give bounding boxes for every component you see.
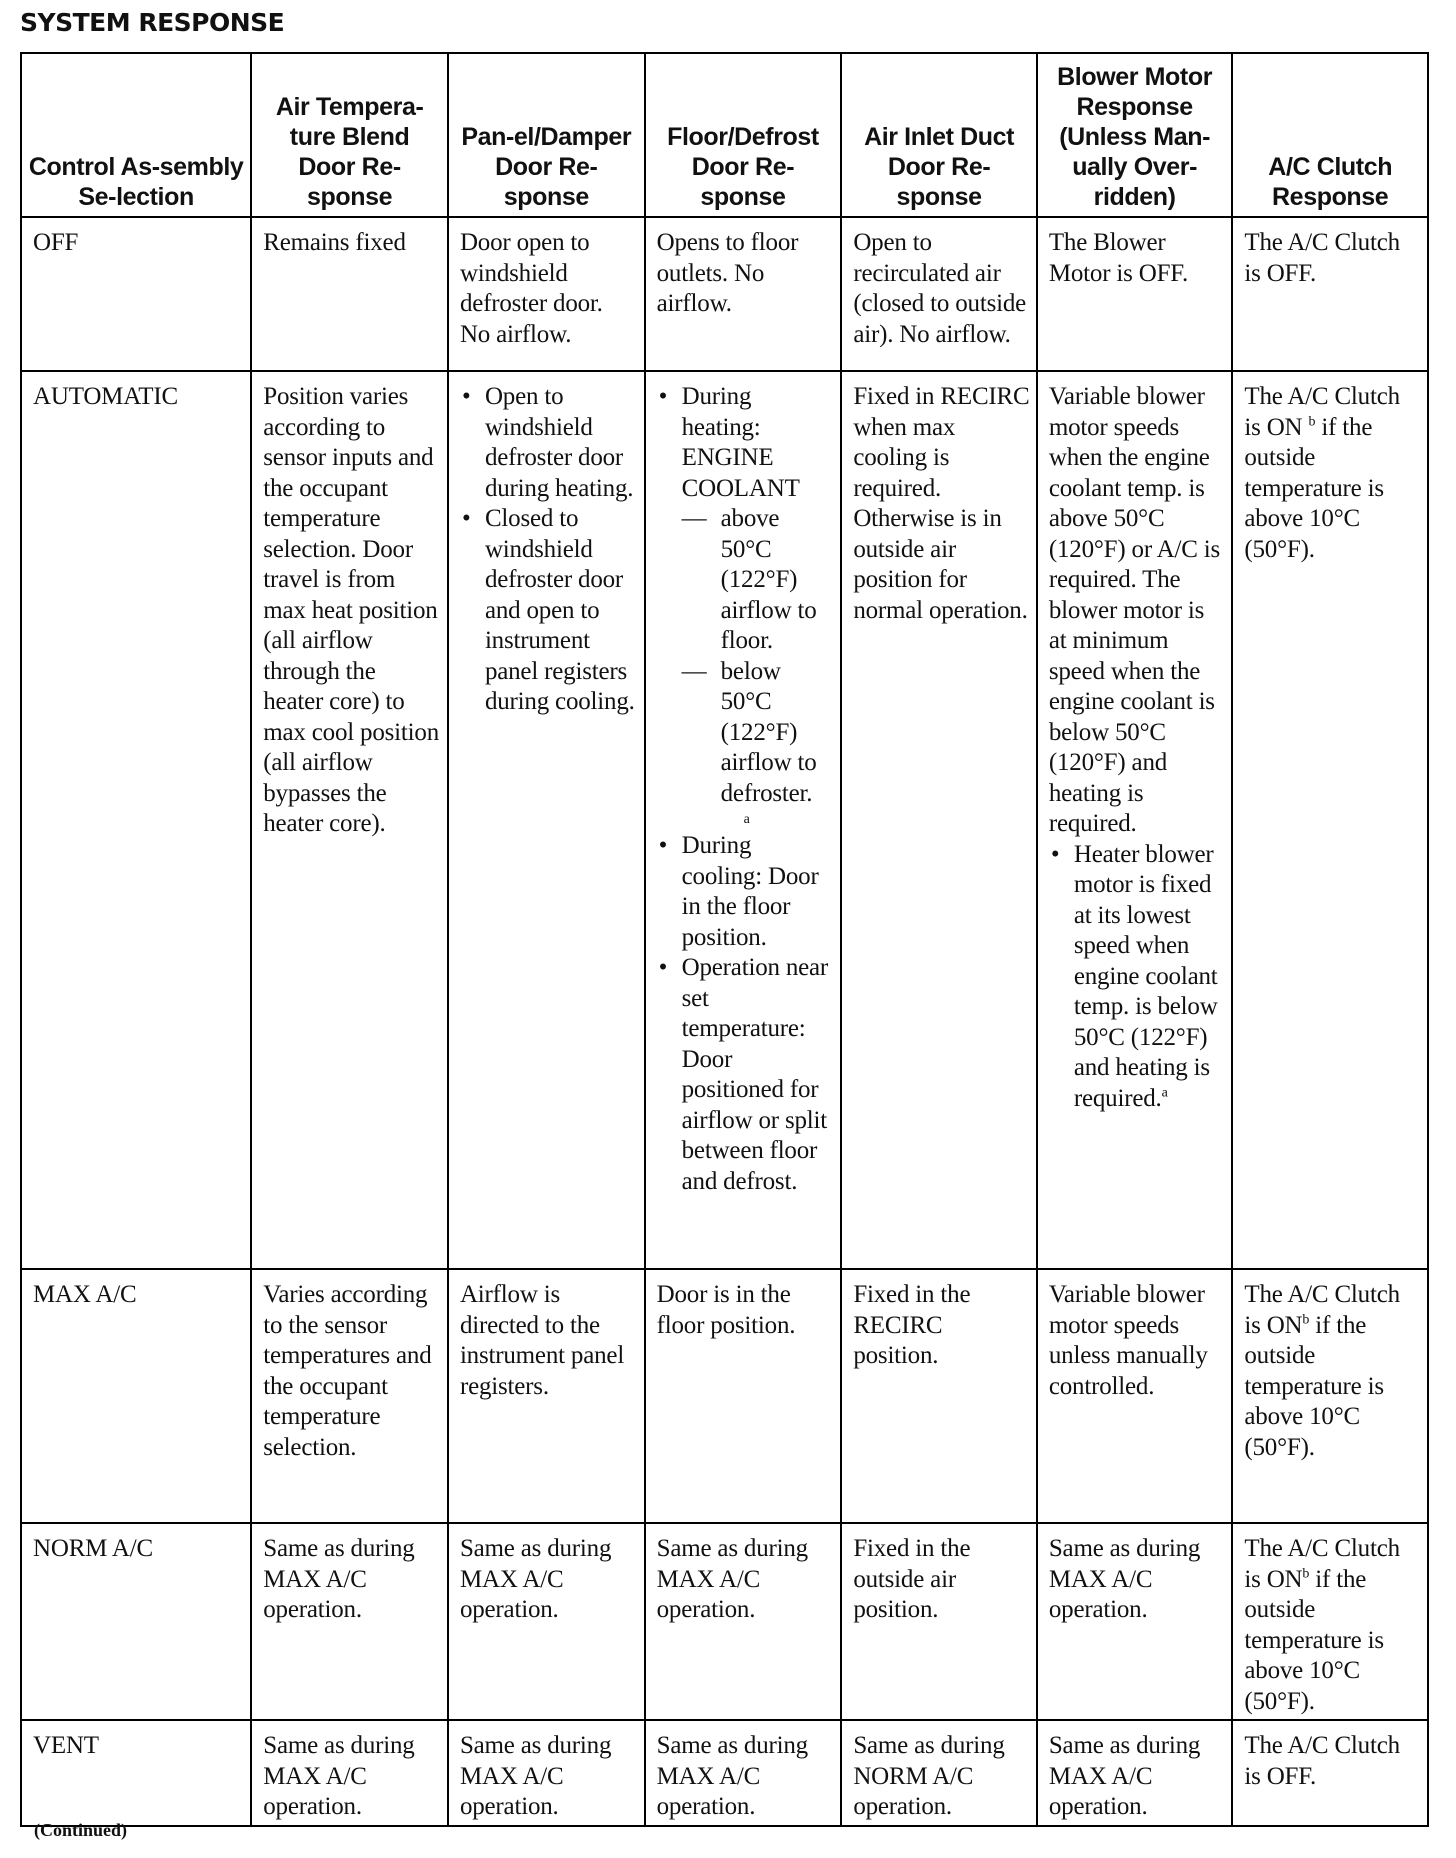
inlet-cell: Open to recirculated air (closed to outside air). No airflow. xyxy=(841,217,1037,371)
list-item: • Operation near set temperature: Door positioned for airflow or split between floor and defrost. xyxy=(657,953,835,1197)
floor-cell: Door is in the floor position. xyxy=(645,1269,842,1523)
blower-bullet-text: Heater blower motor is fixed at its lowest speed when engine coolant temp. is below 50°C (122°F) and heating is required. xyxy=(1073,840,1218,1112)
floor-bullet-list xyxy=(657,382,835,1197)
inlet-cell: Fixed in the outside air position. xyxy=(841,1523,1037,1720)
list-item: — below 50°C (122°F) airflow to defroster. xyxy=(682,657,835,810)
floor-cell xyxy=(645,371,842,1269)
blower-bullet-list xyxy=(1049,840,1226,1115)
clutch-text: if the outside temperature is above 10°C (50°F). xyxy=(1244,413,1384,563)
system-response-table xyxy=(20,52,1429,1827)
footnote-marker: a xyxy=(1161,1085,1168,1101)
continued-note: (Continued) xyxy=(34,1820,128,1840)
clutch-text: The A/C Clutch is ON xyxy=(1244,383,1400,441)
header-blend-door: Air Tempera-ture Blend Door Re-sponse xyxy=(251,53,448,217)
clutch-text: if the outside temperature is above 10°C (50°F). xyxy=(1244,1565,1384,1715)
blend-cell: Same as during MAX A/C operation. xyxy=(251,1523,448,1720)
table-row-norm-ac xyxy=(21,1523,1428,1720)
blower-cell xyxy=(1037,371,1233,1269)
inlet-cell: Same as during NORM A/C operation. xyxy=(841,1720,1037,1826)
panel-bullet-list xyxy=(460,382,638,718)
selection-cell: OFF xyxy=(21,217,251,371)
clutch-cell xyxy=(1232,371,1428,1269)
header-air-inlet-door: Air Inlet Duct Door Re-sponse xyxy=(841,53,1037,217)
selection-cell: VENT xyxy=(21,1720,251,1826)
blower-cell: Same as during MAX A/C operation. xyxy=(1037,1720,1233,1826)
footnote-marker: a xyxy=(743,812,750,827)
clutch-cell: The A/C Clutch is OFF. xyxy=(1232,1720,1428,1826)
panel-cell: Door open to windshield defroster door. No airflow. xyxy=(448,217,645,371)
floor-dash-list xyxy=(682,504,835,809)
panel-cell: Same as during MAX A/C operation. xyxy=(448,1720,645,1826)
floor-heating-text: • During heating: ENGINE COOLANT xyxy=(681,383,800,502)
clutch-text: if the outside temperature is above 10°C (50°F). xyxy=(1244,1311,1384,1461)
footnote-marker: b xyxy=(1302,1312,1310,1328)
blend-cell: Same as during MAX A/C operation. xyxy=(251,1720,448,1826)
clutch-cell: The A/C Clutch is OFF. xyxy=(1232,217,1428,371)
header-floor-defrost-door: Floor/Defrost Door Re-sponse xyxy=(645,53,842,217)
footnote-marker: b xyxy=(1308,414,1316,430)
table-row-off xyxy=(21,217,1428,371)
inlet-cell: Fixed in RECIRC when max cooling is required. Otherwise is in outside air position for normal operation. xyxy=(841,371,1037,1269)
selection-cell: NORM A/C xyxy=(21,1523,251,1720)
header-control-selection: Control As-sembly Se-lection xyxy=(21,53,251,217)
clutch-cell xyxy=(1232,1523,1428,1720)
header-ac-clutch: A/C Clutch Response xyxy=(1232,53,1428,217)
header-row xyxy=(21,53,1428,217)
footnote-marker: b xyxy=(1302,1566,1310,1582)
header-panel-damper-door: Pan-el/Damper Door Re-sponse xyxy=(448,53,645,217)
list-item: — above 50°C (122°F) airflow to floor. xyxy=(682,504,835,657)
table-row-vent xyxy=(21,1720,1428,1826)
blower-cell: Variable blower motor speeds unless manually controlled. xyxy=(1037,1269,1233,1523)
blower-cell: Same as during MAX A/C operation. xyxy=(1037,1523,1233,1720)
table-row-automatic xyxy=(21,371,1428,1269)
blower-text: Variable blower motor speeds when the engine coolant temp. is above 50°C (120°F) or A/C is required. The blower motor is at minimum speed when the engine coolant is below 50°C (120°F) and heating is required. xyxy=(1048,383,1221,837)
clutch-cell xyxy=(1232,1269,1428,1523)
clutch-text: The A/C Clutch is ON xyxy=(1244,1535,1400,1593)
table-row-max-ac xyxy=(21,1269,1428,1523)
page-title: SYSTEM RESPONSE xyxy=(20,8,285,37)
blend-cell: Remains fixed xyxy=(251,217,448,371)
panel-cell: Same as during MAX A/C operation. xyxy=(448,1523,645,1720)
inlet-cell: Fixed in the RECIRC position. xyxy=(841,1269,1037,1523)
blend-cell: Varies according to the sensor temperatures and the occupant temperature selection. xyxy=(251,1269,448,1523)
floor-cell: Same as during MAX A/C operation. xyxy=(645,1523,842,1720)
selection-cell: AUTOMATIC xyxy=(21,371,251,1269)
list-item: • Closed to windshield defroster door and open to instrument panel registers during cooling. xyxy=(460,504,638,718)
list-item xyxy=(1049,840,1226,1115)
blower-cell: The Blower Motor is OFF. xyxy=(1037,217,1233,371)
floor-cell: Opens to floor outlets. No airflow. xyxy=(645,217,842,371)
panel-cell: Airflow is directed to the instrument panel registers. xyxy=(448,1269,645,1523)
list-item: • Open to windshield defroster door during heating. xyxy=(460,382,638,504)
list-item xyxy=(657,382,835,831)
panel-cell xyxy=(448,371,645,1269)
floor-cell: Same as during MAX A/C operation. xyxy=(645,1720,842,1826)
list-item: • During cooling: Door in the floor position. xyxy=(657,831,835,953)
header-blower-motor: Blower Motor Response (Unless Man-ually Over-ridden) xyxy=(1037,53,1233,217)
selection-cell: MAX A/C xyxy=(21,1269,251,1523)
clutch-text: The A/C Clutch is ON xyxy=(1244,1281,1400,1339)
blend-cell: Position varies according to sensor inputs and the occupant temperature selection. Door travel is from max heat position (all airflow through the heater core) to max cool position (all airflow bypasses the heater core). xyxy=(251,371,448,1269)
